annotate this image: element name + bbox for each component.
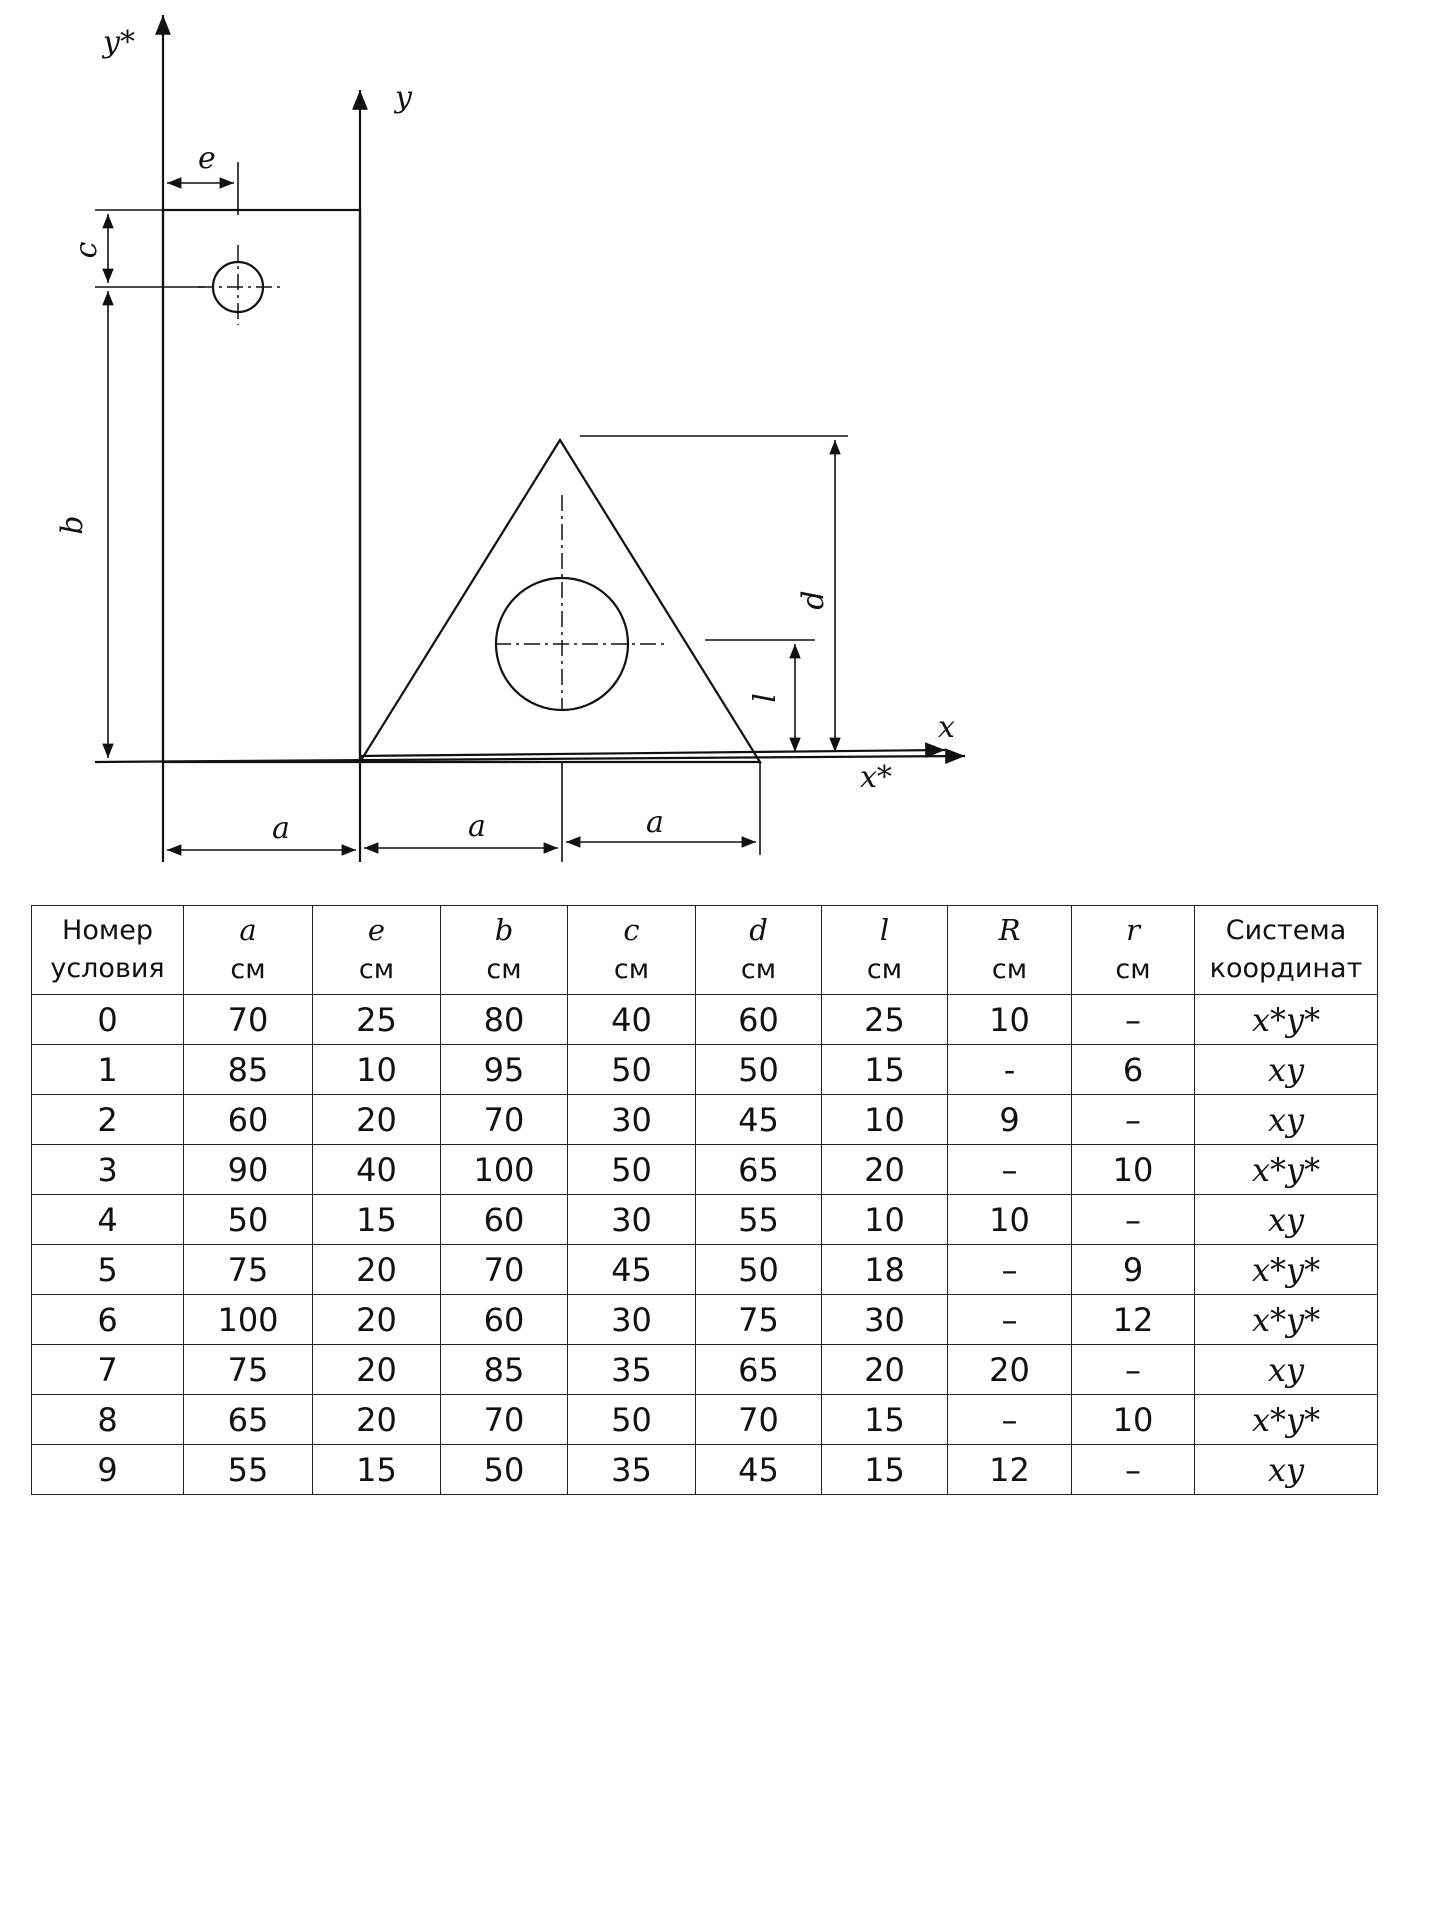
- cell-c: 40: [568, 995, 696, 1045]
- x-star-label: x*: [860, 760, 892, 795]
- cell-a: 75: [184, 1345, 313, 1395]
- cell-condition: 0: [32, 995, 184, 1045]
- cell-b: 70: [441, 1095, 568, 1145]
- table-row: [32, 1045, 1378, 1095]
- cell-R: –: [948, 1145, 1072, 1195]
- col-header-condition: Номер условия: [32, 906, 184, 995]
- cell-d: 60: [696, 995, 822, 1045]
- table-header-row: [32, 906, 1378, 995]
- cell-R: 20: [948, 1345, 1072, 1395]
- cell-R: –: [948, 1245, 1072, 1295]
- parameters-table: [31, 905, 1378, 1495]
- cell-a: 70: [184, 995, 313, 1045]
- dim-c-label: c: [69, 241, 104, 259]
- cell-a: 65: [184, 1395, 313, 1445]
- cell-r: –: [1072, 995, 1195, 1045]
- cell-e: 20: [313, 1095, 441, 1145]
- cell-condition: 5: [32, 1245, 184, 1295]
- cell-a: 75: [184, 1245, 313, 1295]
- cell-c: 50: [568, 1145, 696, 1195]
- cell-e: 20: [313, 1395, 441, 1445]
- table-row: [32, 1395, 1378, 1445]
- cell-c: 35: [568, 1445, 696, 1495]
- cell-b: 50: [441, 1445, 568, 1495]
- cell-coordinate-system: xy: [1195, 1195, 1378, 1245]
- cell-d: 65: [696, 1145, 822, 1195]
- dim-b-label: b: [55, 515, 90, 535]
- cell-b: 100: [441, 1145, 568, 1195]
- table-row: [32, 1195, 1378, 1245]
- cell-d: 50: [696, 1045, 822, 1095]
- cell-b: 60: [441, 1295, 568, 1345]
- cell-a: 50: [184, 1195, 313, 1245]
- cell-R: –: [948, 1295, 1072, 1345]
- col-header-a: a см: [184, 906, 313, 995]
- col-header-c: c см: [568, 906, 696, 995]
- table-row: [32, 1345, 1378, 1395]
- cell-l: 30: [822, 1295, 948, 1345]
- cell-e: 15: [313, 1445, 441, 1495]
- cell-coordinate-system: x*y*: [1195, 1245, 1378, 1295]
- cell-d: 65: [696, 1345, 822, 1395]
- cell-a: 60: [184, 1095, 313, 1145]
- cell-coordinate-system: x*y*: [1195, 995, 1378, 1045]
- dim-d-label: d: [796, 590, 831, 610]
- cell-condition: 1: [32, 1045, 184, 1095]
- cell-b: 60: [441, 1195, 568, 1245]
- cell-c: 30: [568, 1195, 696, 1245]
- cell-coordinate-system: xy: [1195, 1045, 1378, 1095]
- cell-l: 20: [822, 1345, 948, 1395]
- cell-R: –: [948, 1395, 1072, 1445]
- cell-l: 15: [822, 1395, 948, 1445]
- cell-condition: 2: [32, 1095, 184, 1145]
- cell-e: 10: [313, 1045, 441, 1095]
- cell-a: 85: [184, 1045, 313, 1095]
- cell-coordinate-system: x*y*: [1195, 1145, 1378, 1195]
- cell-l: 15: [822, 1045, 948, 1095]
- cell-a: 100: [184, 1295, 313, 1345]
- cell-coordinate-system: x*y*: [1195, 1395, 1378, 1445]
- dim-a-label-3: a: [646, 805, 664, 840]
- dim-a-label-1: a: [272, 811, 290, 846]
- col-header-d: d см: [696, 906, 822, 995]
- cell-r: –: [1072, 1345, 1195, 1395]
- cell-d: 55: [696, 1195, 822, 1245]
- cell-coordinate-system: xy: [1195, 1095, 1378, 1145]
- cell-d: 70: [696, 1395, 822, 1445]
- x-axis: [360, 750, 945, 756]
- cell-d: 45: [696, 1445, 822, 1495]
- cell-e: 20: [313, 1345, 441, 1395]
- cell-b: 95: [441, 1045, 568, 1095]
- cell-condition: 3: [32, 1145, 184, 1195]
- table-row: [32, 995, 1378, 1045]
- cell-r: 10: [1072, 1145, 1195, 1195]
- cell-condition: 7: [32, 1345, 184, 1395]
- cell-r: 9: [1072, 1245, 1195, 1295]
- cell-l: 15: [822, 1445, 948, 1495]
- col-header-e: e см: [313, 906, 441, 995]
- cell-coordinate-system: x*y*: [1195, 1295, 1378, 1345]
- table-row: [32, 1095, 1378, 1145]
- cell-r: –: [1072, 1095, 1195, 1145]
- cell-b: 70: [441, 1245, 568, 1295]
- cell-condition: 6: [32, 1295, 184, 1345]
- dim-l-label: l: [748, 693, 783, 703]
- cell-e: 20: [313, 1245, 441, 1295]
- cell-l: 10: [822, 1195, 948, 1245]
- cell-l: 18: [822, 1245, 948, 1295]
- dim-a-label-2: a: [468, 809, 486, 844]
- cell-R: 10: [948, 995, 1072, 1045]
- cell-e: 15: [313, 1195, 441, 1245]
- cell-b: 80: [441, 995, 568, 1045]
- composite-figure-diagram: [0, 0, 1441, 880]
- cell-b: 85: [441, 1345, 568, 1395]
- y-label: y: [395, 80, 412, 115]
- cell-e: 40: [313, 1145, 441, 1195]
- table-row: [32, 1445, 1378, 1495]
- cell-R: -: [948, 1045, 1072, 1095]
- cell-c: 35: [568, 1345, 696, 1395]
- table-row: [32, 1145, 1378, 1195]
- table-row: [32, 1295, 1378, 1345]
- cell-R: 9: [948, 1095, 1072, 1145]
- table-row: [32, 1245, 1378, 1295]
- cell-l: 10: [822, 1095, 948, 1145]
- cell-e: 20: [313, 1295, 441, 1345]
- cell-r: 10: [1072, 1395, 1195, 1445]
- cell-a: 55: [184, 1445, 313, 1495]
- cell-condition: 9: [32, 1445, 184, 1495]
- dim-e-label: e: [198, 141, 216, 176]
- cell-r: –: [1072, 1445, 1195, 1495]
- x-label: x: [938, 710, 955, 745]
- cell-R: 10: [948, 1195, 1072, 1245]
- y-star-label: y*: [103, 25, 135, 60]
- cell-coordinate-system: xy: [1195, 1445, 1378, 1495]
- col-header-b: b см: [441, 906, 568, 995]
- cell-e: 25: [313, 995, 441, 1045]
- cell-condition: 8: [32, 1395, 184, 1445]
- col-header-r: r см: [1072, 906, 1195, 995]
- cell-c: 30: [568, 1295, 696, 1345]
- cell-condition: 4: [32, 1195, 184, 1245]
- cell-c: 50: [568, 1395, 696, 1445]
- triangle-shape: [360, 440, 760, 762]
- col-header-R: R см: [948, 906, 1072, 995]
- cell-r: –: [1072, 1195, 1195, 1245]
- cell-d: 45: [696, 1095, 822, 1145]
- cell-coordinate-system: xy: [1195, 1345, 1378, 1395]
- cell-a: 90: [184, 1145, 313, 1195]
- cell-l: 25: [822, 995, 948, 1045]
- cell-d: 50: [696, 1245, 822, 1295]
- col-header-coordinate-system: Система координат: [1195, 906, 1378, 995]
- cell-R: 12: [948, 1445, 1072, 1495]
- cell-d: 75: [696, 1295, 822, 1345]
- cell-c: 45: [568, 1245, 696, 1295]
- cell-c: 30: [568, 1095, 696, 1145]
- cell-r: 6: [1072, 1045, 1195, 1095]
- cell-c: 50: [568, 1045, 696, 1095]
- cell-r: 12: [1072, 1295, 1195, 1345]
- cell-b: 70: [441, 1395, 568, 1445]
- cell-l: 20: [822, 1145, 948, 1195]
- col-header-l: l см: [822, 906, 948, 995]
